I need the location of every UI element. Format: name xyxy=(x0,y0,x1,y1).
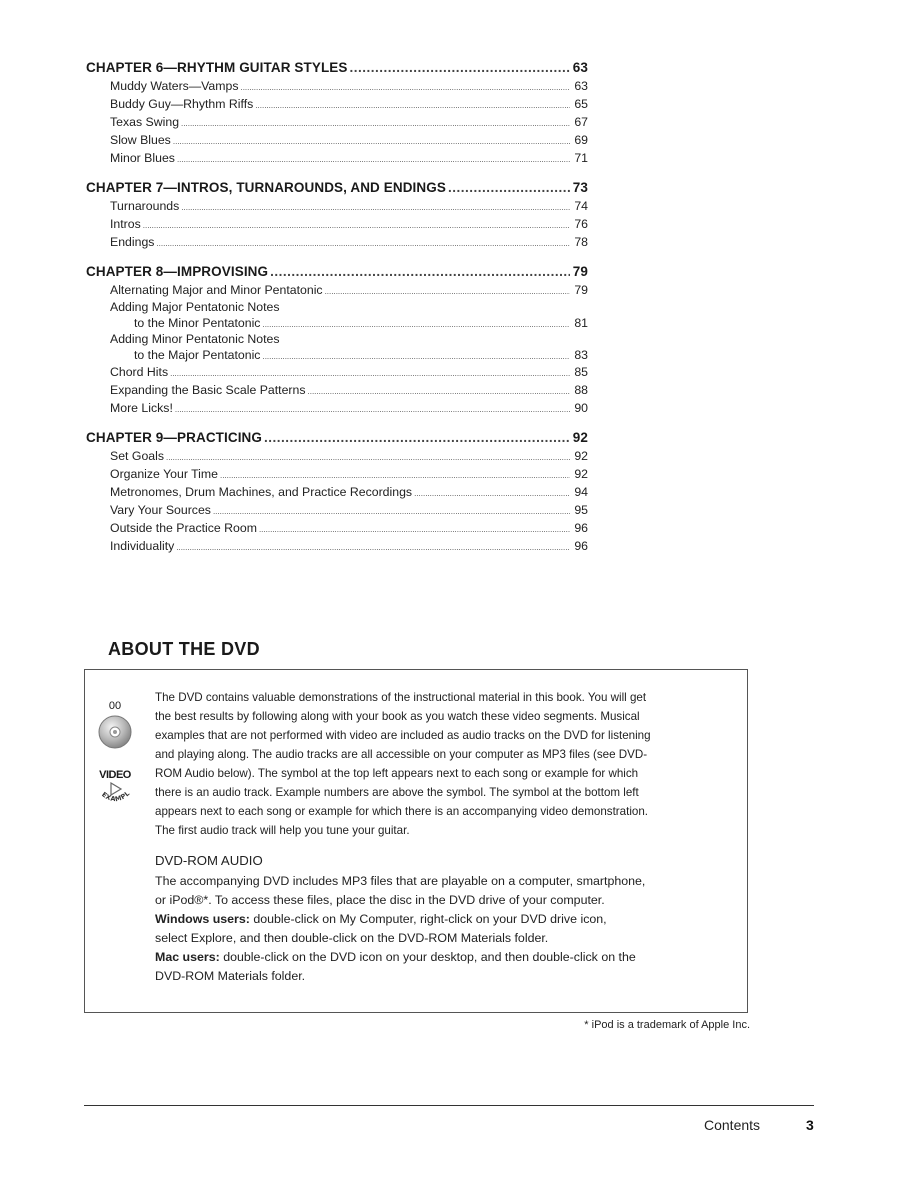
page-number: 3 xyxy=(806,1117,814,1133)
toc-entry[interactable] xyxy=(86,77,588,95)
entry-label-continued: to the Minor Pentatonic xyxy=(134,316,261,330)
entry-page: 96 xyxy=(574,521,588,535)
toc-entry[interactable] xyxy=(86,399,588,417)
chapter-page: 63 xyxy=(572,60,588,75)
toc-chapter-6 xyxy=(86,58,588,167)
text-line: ROM Audio below). The symbol at the top left appears next to each song or example for which xyxy=(155,767,639,780)
text-line: The accompanying DVD includes MP3 files that are playable on a computer, smartphone, xyxy=(155,874,646,888)
entry-page: 83 xyxy=(574,348,588,362)
text-line: examples that are not performed with video are included as audio tracks on the DVD for listening xyxy=(155,729,651,742)
entry-page: 94 xyxy=(574,485,588,499)
toc-entry[interactable] xyxy=(86,113,588,131)
leader-dots xyxy=(308,383,570,401)
entry-page: 95 xyxy=(574,503,588,517)
leader-dots xyxy=(270,262,570,281)
text-line: select Explore, and then double-click on the DVD-ROM Materials folder. xyxy=(155,931,549,945)
leader-dots xyxy=(264,428,570,447)
leader-dots xyxy=(414,485,570,503)
entry-label: Adding Major Pentatonic Notes xyxy=(110,300,280,314)
chapter-heading[interactable] xyxy=(86,428,588,447)
text-line: or iPod®*. To access these files, place the disc in the DVD drive of your computer. xyxy=(155,893,605,907)
entry-page: 69 xyxy=(574,133,588,147)
entry-label: Intros xyxy=(110,217,141,231)
leader-dots xyxy=(259,521,570,539)
entry-label: Adding Minor Pentatonic Notes xyxy=(110,332,280,346)
toc-entry[interactable] xyxy=(86,281,588,299)
text-line: there is an audio track. Example numbers are above the symbol. The symbol at the bottom left xyxy=(155,786,639,799)
entry-label: Set Goals xyxy=(110,449,164,463)
entry-label: Minor Blues xyxy=(110,151,175,165)
entry-label: Chord Hits xyxy=(110,365,169,379)
entry-page: 67 xyxy=(574,115,588,129)
toc-entry[interactable] xyxy=(86,149,588,167)
toc-entry[interactable] xyxy=(86,501,588,519)
entry-label: Turnarounds xyxy=(110,199,180,213)
toc-entry[interactable] xyxy=(86,363,588,381)
dvd-info-box xyxy=(84,669,748,1013)
leader-dots xyxy=(181,199,570,217)
toc-entry[interactable] xyxy=(86,197,588,215)
dvd-intro-paragraph xyxy=(155,688,725,840)
chapter-heading[interactable] xyxy=(86,262,588,281)
toc-entry[interactable] xyxy=(86,483,588,501)
entry-label: Outside the Practice Room xyxy=(110,521,257,535)
footer-section-label: Contents xyxy=(704,1117,761,1133)
chapter-page: 92 xyxy=(572,430,588,445)
entry-label: Slow Blues xyxy=(110,133,171,147)
about-dvd-title: ABOUT THE DVD xyxy=(108,639,260,659)
dvd-rom-heading: DVD-ROM AUDIO xyxy=(155,853,263,868)
chapter-title: CHAPTER 8—IMPROVISING xyxy=(86,264,269,279)
text-line: DVD-ROM Materials folder. xyxy=(155,969,306,983)
chapter-heading[interactable] xyxy=(86,58,588,77)
audio-symbol xyxy=(95,700,135,755)
entry-label-continued: to the Major Pentatonic xyxy=(134,348,261,362)
leader-dots xyxy=(143,217,570,235)
chapter-title: CHAPTER 7—INTROS, TURNAROUNDS, AND ENDINGS xyxy=(86,180,446,195)
leader-dots xyxy=(175,401,570,419)
entry-label: Muddy Waters—Vamps xyxy=(110,79,239,93)
toc-entry[interactable] xyxy=(86,381,588,399)
footer-rule xyxy=(84,1105,814,1106)
toc-entry[interactable] xyxy=(86,465,588,483)
leader-dots xyxy=(181,115,570,133)
toc-entry[interactable] xyxy=(86,447,588,465)
toc-entry[interactable] xyxy=(86,95,588,113)
table-of-contents xyxy=(86,58,588,566)
entry-page: 71 xyxy=(574,151,588,165)
entry-page: 76 xyxy=(574,217,588,231)
entry-label: Buddy Guy—Rhythm Riffs xyxy=(110,97,254,111)
entry-page: 90 xyxy=(574,401,588,415)
leader-dots xyxy=(325,283,570,301)
entry-label: Endings xyxy=(110,235,155,249)
dvd-rom-paragraph xyxy=(155,872,725,986)
text-line: double-click on the DVD icon on your desktop, and then double-click on the xyxy=(219,950,636,964)
play-arc-icon xyxy=(95,781,135,807)
leader-dots xyxy=(156,235,570,253)
leader-dots xyxy=(350,58,570,77)
toc-entry[interactable] xyxy=(86,537,588,555)
leader-dots xyxy=(176,539,570,557)
leader-dots xyxy=(166,449,570,467)
example-number: 00 xyxy=(108,700,122,712)
entry-label: Individuality xyxy=(110,539,175,553)
toc-entry[interactable] xyxy=(86,233,588,251)
windows-users-label: Windows users: xyxy=(155,912,250,926)
leader-dots xyxy=(262,317,570,333)
video-label: VIDEO xyxy=(99,769,131,781)
video-sublabel: EXAMPL xyxy=(100,789,132,804)
entry-page: 78 xyxy=(574,235,588,249)
leader-dots xyxy=(240,79,570,97)
text-line: the best results by following along with your book as you watch these video segments. Musical xyxy=(155,710,640,723)
entry-label: Expanding the Basic Scale Patterns xyxy=(110,383,306,397)
toc-entry[interactable] xyxy=(86,331,588,363)
toc-entry[interactable] xyxy=(86,299,588,331)
leader-dots xyxy=(213,503,570,521)
chapter-page: 79 xyxy=(572,264,588,279)
leader-dots xyxy=(262,349,570,365)
entry-page: 88 xyxy=(574,383,588,397)
entry-label: Organize Your Time xyxy=(110,467,218,481)
text-line: appears next to each song or example for which there is an accompanying video demonstration. xyxy=(155,805,649,818)
dvd-description xyxy=(155,688,725,986)
entry-page: 85 xyxy=(574,365,588,379)
chapter-title: CHAPTER 9—PRACTICING xyxy=(86,430,263,445)
entry-label: Vary Your Sources xyxy=(110,503,211,517)
cd-icon xyxy=(97,714,133,750)
video-example-icon xyxy=(95,769,135,812)
entry-page: 96 xyxy=(574,539,588,553)
trademark-footnote: * iPod is a trademark of Apple Inc. xyxy=(584,1019,750,1031)
toc-chapter-8 xyxy=(86,262,588,417)
entry-page: 92 xyxy=(574,449,588,463)
entry-label: Alternating Major and Minor Pentatonic xyxy=(110,283,323,297)
leader-dots xyxy=(255,97,570,115)
leader-dots xyxy=(173,133,570,151)
toc-entry[interactable] xyxy=(86,519,588,537)
mac-users-label: Mac users: xyxy=(155,950,220,964)
text-line: double-click on My Computer, right-click on your DVD drive icon, xyxy=(249,912,607,926)
text-line: and playing along. The audio tracks are all accessible on your computer as MP3 files (see DVD- xyxy=(155,748,648,761)
entry-page: 65 xyxy=(574,97,588,111)
entry-label: Metronomes, Drum Machines, and Practice Recordings xyxy=(110,485,413,499)
chapter-title: CHAPTER 6—RHYTHM GUITAR STYLES xyxy=(86,60,348,75)
entry-page: 63 xyxy=(574,79,588,93)
entry-label: More Licks! xyxy=(110,401,173,415)
text-line: The DVD contains valuable demonstrations of the instructional material in this book. You will get xyxy=(155,691,647,704)
entry-page: 81 xyxy=(574,316,588,330)
toc-chapter-7 xyxy=(86,178,588,251)
icon-column xyxy=(95,700,135,812)
leader-dots xyxy=(448,178,570,197)
chapter-page: 73 xyxy=(572,180,588,195)
chapter-heading[interactable] xyxy=(86,178,588,197)
entry-page: 92 xyxy=(574,467,588,481)
text-line: The first audio track will help you tune your guitar. xyxy=(155,824,410,837)
entry-page: 79 xyxy=(574,283,588,297)
entry-label: Texas Swing xyxy=(110,115,180,129)
entry-page: 74 xyxy=(574,199,588,213)
toc-entry[interactable] xyxy=(86,131,588,149)
toc-chapter-9 xyxy=(86,428,588,555)
toc-entry[interactable] xyxy=(86,215,588,233)
leader-dots xyxy=(177,151,570,169)
